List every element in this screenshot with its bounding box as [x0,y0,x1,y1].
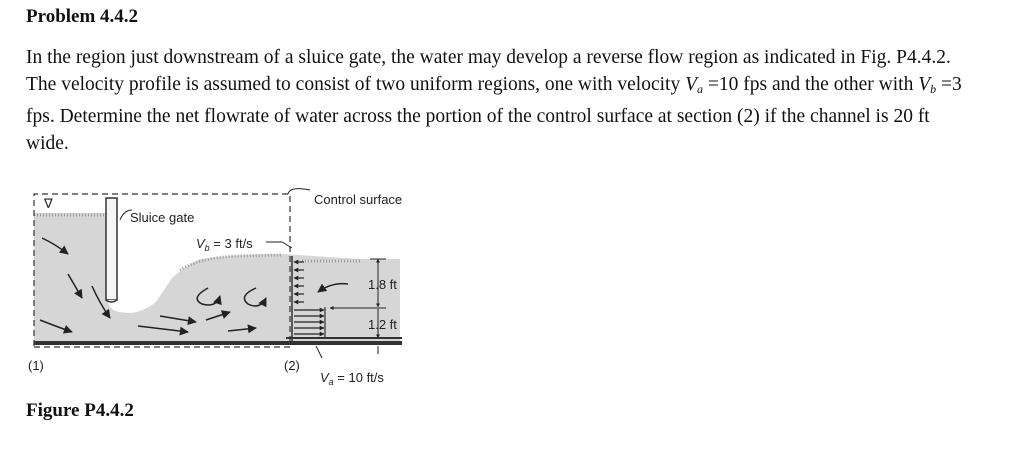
sluice-gate-figure [20,186,440,396]
channel-bed [34,341,402,345]
va-pointer [316,346,322,358]
vb-leader [266,242,292,248]
figure-caption: Figure P4.4.2 [26,400,134,421]
statement-part-2: and the other with [767,74,919,95]
problem-statement [26,44,966,157]
vb-subscript: b [930,82,937,96]
sluice-gate-label: Sluice gate [130,210,195,225]
control-surface-leader [288,189,310,194]
gate-bottom [106,300,117,302]
va-symbol: V [685,74,698,95]
water-region [34,213,400,341]
vb-value: =3 fps [26,74,962,127]
statement-part-3: . Determine the net flowrate of water across the portion of the control surface at section (2) if the channel is 20 ft wide. [26,106,930,154]
section-1-label: (1) [28,358,44,373]
depth-lower-label: 1.2 ft [368,317,397,332]
vb-label-sub: b [204,243,210,253]
problem-title: Problem 4.4.2 [26,6,139,27]
vb-symbol: V [918,74,931,95]
statement-part-1: In the region just downstream of a sluice gate, the water may develop a reverse flow region as indicated in Fig. P4.4.2. The velocity profile is assumed to consist of two uniform regions, one with velocity [26,47,951,95]
va-label-sub: a [328,377,334,387]
vb-label-value: = 3 ft/s [209,236,253,251]
section-2-label: (2) [284,358,300,373]
depth-upper-label: 1.8 ft [368,277,397,292]
va-label-value: = 10 ft/s [333,370,384,385]
va-value: =10 fps [703,74,768,95]
sluice-gate [106,198,117,300]
vb-label-main: V [196,236,205,251]
vb-velocity-label [196,236,253,253]
free-surface-symbol: ∇ [44,196,53,211]
va-subscript: a [697,82,704,96]
va-velocity-label [320,370,384,387]
va-label-main: V [320,370,329,385]
control-surface-label: Control surface [314,192,403,207]
